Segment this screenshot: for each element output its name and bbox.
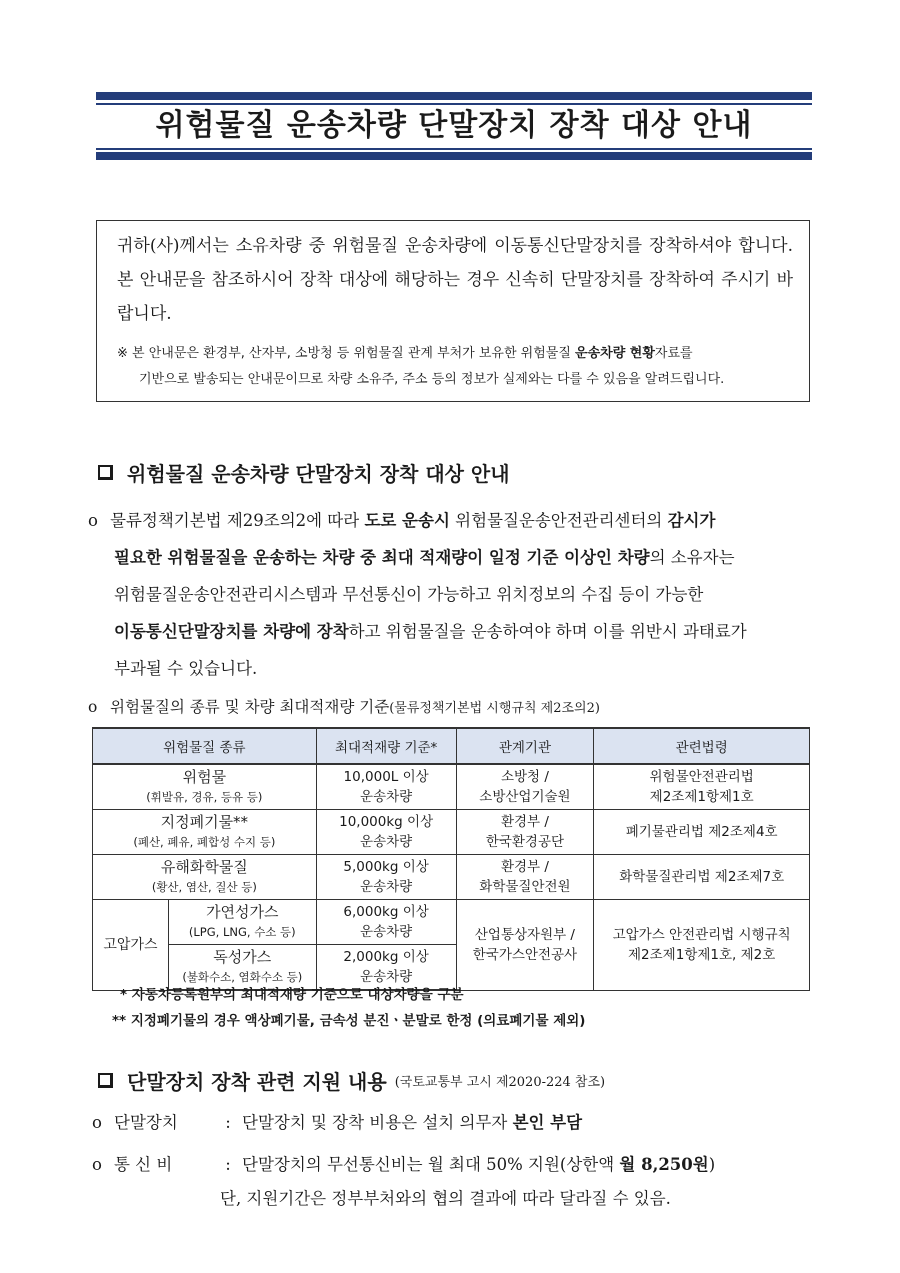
type-sub: (휘발유, 경유, 등유 등) bbox=[146, 790, 263, 804]
table-header: 위험물질 종류 bbox=[93, 728, 317, 764]
item-bold: 본인 부담 bbox=[512, 1113, 583, 1132]
title-rule-bottom-thin bbox=[96, 148, 812, 150]
org-cell bbox=[456, 855, 594, 900]
checkbox-icon bbox=[98, 465, 113, 480]
p1-bold2: 감시가 bbox=[667, 511, 716, 530]
org: 환경부 / bbox=[500, 859, 549, 875]
title-rule-bottom bbox=[96, 152, 812, 160]
table-header: 관련법령 bbox=[594, 728, 810, 764]
org-sub: 화학물질안전원 bbox=[479, 879, 571, 895]
support-item-device bbox=[92, 1106, 582, 1140]
section2-ref: (국토교통부 고시 제2020-224 참조) bbox=[394, 1075, 606, 1090]
table-row bbox=[93, 810, 810, 855]
title-rule-top bbox=[96, 92, 812, 100]
p1-bold3: 필요한 위험물질을 운송하는 차량 중 최대 적재량이 일정 기준 이상인 차량 bbox=[114, 548, 650, 567]
qty-cell bbox=[316, 764, 456, 810]
law-article: 제2조제1항제1호 bbox=[649, 789, 754, 805]
table-footnote-1: * 자동차등록원부의 최대적재량 기준으로 대상차량을 구분 bbox=[120, 987, 464, 1003]
bullet-icon: o bbox=[92, 1113, 102, 1132]
remark-line2: 기반으로 발송되는 안내문이므로 차량 소유주, 주소 등의 정보가 실제와는 다를 수 있음을 알려드립니다. bbox=[139, 372, 725, 387]
type-sub: (폐산, 폐유, 폐합성 수지 등) bbox=[133, 835, 276, 849]
notice-box bbox=[96, 220, 810, 402]
org-sub: 한국환경공단 bbox=[485, 834, 565, 850]
type-cell bbox=[93, 855, 317, 900]
p1-line4 bbox=[88, 613, 810, 650]
law: 고압가스 안전관리법 시행규칙 bbox=[612, 926, 791, 943]
law-cell bbox=[594, 810, 810, 855]
qty: 5,000kg 이상 bbox=[343, 859, 429, 875]
section1-heading bbox=[98, 458, 510, 487]
item-sep: : bbox=[225, 1113, 231, 1132]
type-name: 지정폐기물** bbox=[160, 813, 249, 831]
type-name: 가연성가스 bbox=[206, 903, 279, 921]
hazard-table bbox=[92, 727, 810, 991]
type-sub: (불화수소, 염화수소 등) bbox=[182, 970, 303, 984]
qty: 10,000kg 이상 bbox=[339, 814, 434, 830]
notice-text: 귀하(사)께서는 소유차량 중 위험물질 운송차량에 이동통신단말장치를 장착하셔야 합니다. 본 안내문을 참조하시어 장착 대상에 해당하는 경우 신속히 단말장치를 장착하여 주시기 바랍니다. bbox=[117, 236, 793, 324]
org: 환경부 / bbox=[500, 814, 549, 830]
notice-remark bbox=[117, 341, 801, 393]
table-row bbox=[93, 900, 810, 945]
section1-paragraph bbox=[88, 502, 810, 687]
org: 산업통상자원부 / bbox=[474, 926, 575, 943]
support-item-comm-note: 단, 지원기간은 정부부처와의 협의 결과에 따라 달라질 수 있음. bbox=[220, 1189, 671, 1208]
remark-text-end: 자료를 bbox=[654, 346, 693, 361]
table-header: 관계기관 bbox=[456, 728, 594, 764]
bullet-icon: o bbox=[88, 698, 98, 716]
qty-vehicle: 운송차량 bbox=[360, 879, 413, 895]
criteria-text: 위험물질의 종류 및 차량 최대적재량 기준 bbox=[110, 698, 390, 716]
qty: 10,000L 이상 bbox=[343, 769, 429, 785]
org-sub: 소방산업기술원 bbox=[479, 789, 571, 805]
law-article: 제2조제1항제1호, 제2호 bbox=[628, 946, 776, 963]
item-text-end: ) bbox=[708, 1155, 716, 1174]
support-item-comm bbox=[92, 1148, 715, 1182]
org-cell bbox=[456, 764, 594, 810]
type-name: 위험물 bbox=[182, 768, 227, 786]
gas-group-cell: 고압가스 bbox=[93, 900, 169, 991]
p1-bold1: 도로 운송시 bbox=[364, 511, 450, 530]
item-label: 단말장치 bbox=[114, 1113, 178, 1132]
org: 소방청 / bbox=[500, 769, 549, 785]
checkbox-icon bbox=[98, 1073, 113, 1088]
qty-vehicle: 운송차량 bbox=[360, 924, 413, 940]
type-name: 독성가스 bbox=[213, 948, 272, 966]
table-footnote-2: ** 지정폐기물의 경우 액상폐기물, 금속성 분진ㆍ분말로 한정 (의료폐기물 제외) bbox=[112, 1013, 586, 1029]
table-row bbox=[93, 764, 810, 810]
law: 폐기물관리법 제2조제4호 bbox=[625, 824, 778, 840]
section2-title: 단말장치 장착 관련 지원 내용 bbox=[127, 1070, 387, 1094]
type-cell bbox=[93, 810, 317, 855]
qty: 6,000kg 이상 bbox=[343, 904, 429, 920]
p1-line2 bbox=[88, 539, 810, 576]
page-title: 위험물질 운송차량 단말장치 장착 대상 안내 bbox=[155, 108, 753, 143]
type-name: 유해화학물질 bbox=[160, 858, 248, 876]
law-cell bbox=[594, 855, 810, 900]
remark-text: ※ 본 안내문은 환경부, 산자부, 소방청 등 위험물질 관계 부처가 보유한 위험물질 bbox=[117, 346, 576, 361]
qty-cell bbox=[316, 810, 456, 855]
type-sub: (LPG, LNG, 수소 등) bbox=[188, 925, 296, 939]
qty-vehicle: 운송차량 bbox=[360, 789, 413, 805]
item-text: 단말장치 및 장착 비용은 설치 의무자 bbox=[242, 1113, 513, 1132]
p1-mid1: 위험물질운송안전관리센터의 bbox=[449, 511, 668, 530]
qty-cell bbox=[316, 855, 456, 900]
bullet-icon: o bbox=[92, 1155, 102, 1174]
qty: 2,000kg 이상 bbox=[343, 949, 429, 965]
table-header: 최대적재량 기준* bbox=[316, 728, 456, 764]
org-cell bbox=[456, 810, 594, 855]
law-cell bbox=[594, 900, 810, 991]
table-header-row bbox=[93, 728, 810, 764]
section1-title: 위험물질 운송차량 단말장치 장착 대상 안내 bbox=[127, 462, 510, 486]
table-row bbox=[93, 855, 810, 900]
criteria-ref: (물류정책기본법 시행규칙 제2조의2) bbox=[389, 701, 600, 716]
bullet-icon: o bbox=[88, 511, 98, 530]
law: 화학물질관리법 제2조제7호 bbox=[619, 869, 785, 885]
law: 위험물안전관리법 bbox=[649, 769, 754, 785]
p1-bold4: 이동통신단말장치를 차량에 장착 bbox=[114, 622, 349, 641]
law-cell bbox=[594, 764, 810, 810]
org-sub: 한국가스안전공사 bbox=[472, 946, 578, 963]
item-text: 단말장치의 무선통신비는 월 최대 50% 지원(상한액 bbox=[242, 1155, 620, 1174]
p1-line5: 부과될 수 있습니다. bbox=[114, 659, 258, 678]
p1-mid2: 의 소유자는 bbox=[649, 548, 735, 567]
type-cell bbox=[93, 764, 317, 810]
p1-line3: 위험물질운송안전관리시스템과 무선통신이 가능하고 위치정보의 수집 등이 가능한 bbox=[114, 585, 704, 604]
type-sub: (황산, 염산, 질산 등) bbox=[151, 880, 257, 894]
type-cell bbox=[168, 900, 316, 945]
p1-text: 물류정책기본법 제29조의2에 따라 bbox=[110, 511, 365, 530]
qty-cell bbox=[316, 900, 456, 945]
criteria-line bbox=[88, 694, 810, 722]
item-bold: 월 8,250원 bbox=[619, 1155, 709, 1174]
remark-bold: 운송차량 현황 bbox=[575, 346, 655, 361]
qty-vehicle: 운송차량 bbox=[360, 834, 413, 850]
qty-vehicle: 운송차량 bbox=[360, 969, 413, 985]
item-sep: : bbox=[225, 1155, 231, 1174]
section2-heading bbox=[98, 1066, 605, 1095]
p1-mid3: 하고 위험물질을 운송하여야 하며 이를 위반시 과태료가 bbox=[348, 622, 747, 641]
org-cell bbox=[456, 900, 594, 991]
item-label: 통 신 비 bbox=[114, 1155, 173, 1174]
